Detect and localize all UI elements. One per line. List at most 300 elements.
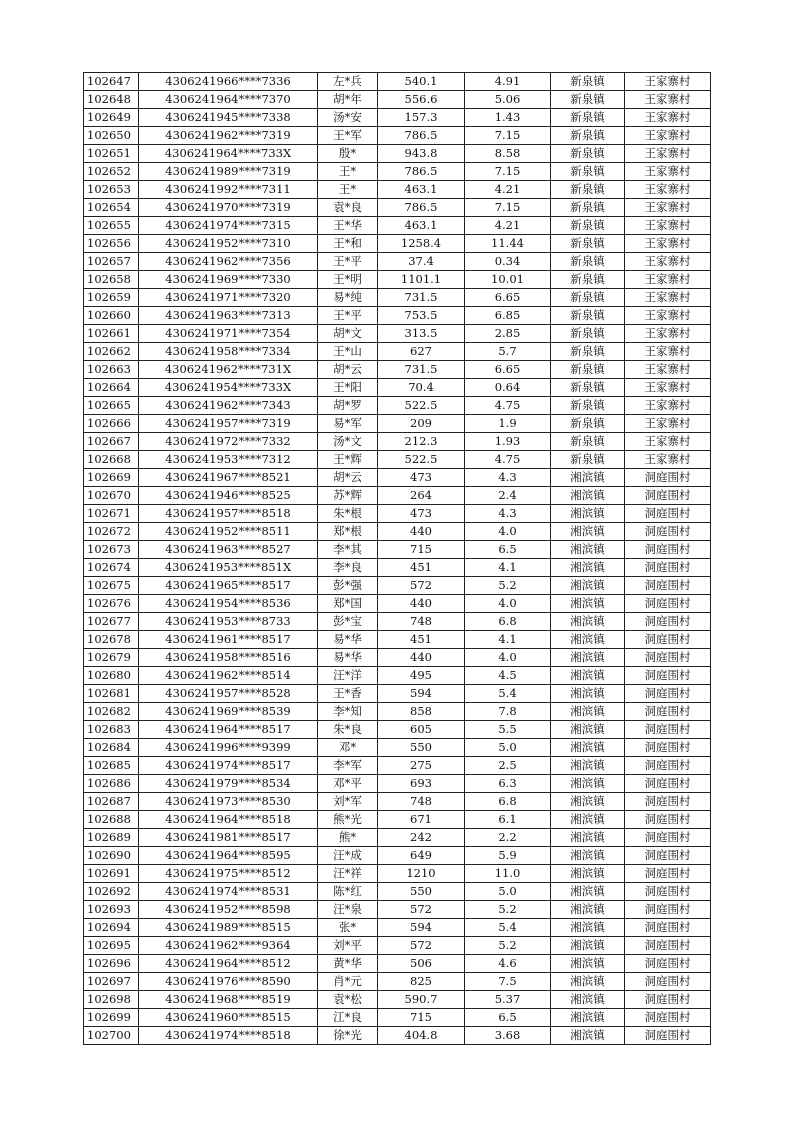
value-cell: 4.0 — [465, 523, 551, 541]
value-cell: 4.75 — [465, 397, 551, 415]
village-cell: 王家寨村 — [625, 451, 711, 469]
table-row — [84, 145, 711, 163]
value-cell: 2.2 — [465, 829, 551, 847]
value-cell: 4.0 — [465, 649, 551, 667]
value-cell: 5.2 — [465, 937, 551, 955]
town-cell: 新泉镇 — [551, 235, 625, 253]
record-number-cell: 102651 — [84, 145, 139, 163]
table-row — [84, 1009, 711, 1027]
town-cell: 湘滨镇 — [551, 829, 625, 847]
record-number-cell: 102666 — [84, 415, 139, 433]
id-number-cell: 4306241958****7334 — [139, 343, 318, 361]
value-cell: 4.1 — [465, 631, 551, 649]
area-cell: 715 — [378, 1009, 465, 1027]
name-cell: 彭*宝 — [318, 613, 378, 631]
name-cell: 胡*文 — [318, 325, 378, 343]
record-number-cell: 102696 — [84, 955, 139, 973]
id-number-cell: 4306241961****8517 — [139, 631, 318, 649]
value-cell: 2.5 — [465, 757, 551, 775]
value-cell: 6.65 — [465, 361, 551, 379]
area-cell: 671 — [378, 811, 465, 829]
name-cell: 王*和 — [318, 235, 378, 253]
village-cell: 洞庭围村 — [625, 991, 711, 1009]
id-number-cell: 4306241973****8530 — [139, 793, 318, 811]
value-cell: 8.58 — [465, 145, 551, 163]
record-number-cell: 102675 — [84, 577, 139, 595]
area-cell: 594 — [378, 685, 465, 703]
record-number-cell: 102678 — [84, 631, 139, 649]
table-row — [84, 73, 711, 91]
name-cell: 王* — [318, 163, 378, 181]
id-number-cell: 4306241974****8531 — [139, 883, 318, 901]
record-number-cell: 102654 — [84, 199, 139, 217]
id-number-cell: 4306241966****7336 — [139, 73, 318, 91]
table-row — [84, 775, 711, 793]
town-cell: 湘滨镇 — [551, 1027, 625, 1045]
record-number-cell: 102671 — [84, 505, 139, 523]
table-row — [84, 253, 711, 271]
record-number-cell: 102674 — [84, 559, 139, 577]
value-cell: 6.5 — [465, 541, 551, 559]
village-cell: 洞庭围村 — [625, 865, 711, 883]
village-cell: 洞庭围村 — [625, 829, 711, 847]
table-row — [84, 847, 711, 865]
village-cell: 王家寨村 — [625, 73, 711, 91]
record-number-cell: 102687 — [84, 793, 139, 811]
record-number-cell: 102693 — [84, 901, 139, 919]
table-row — [84, 271, 711, 289]
id-number-cell: 4306241969****7330 — [139, 271, 318, 289]
name-cell: 李*其 — [318, 541, 378, 559]
name-cell: 胡*罗 — [318, 397, 378, 415]
record-number-cell: 102682 — [84, 703, 139, 721]
id-number-cell: 4306241960****8515 — [139, 1009, 318, 1027]
name-cell: 王*辉 — [318, 451, 378, 469]
record-number-cell: 102663 — [84, 361, 139, 379]
village-cell: 洞庭围村 — [625, 901, 711, 919]
village-cell: 洞庭围村 — [625, 487, 711, 505]
value-cell: 6.85 — [465, 307, 551, 325]
village-cell: 王家寨村 — [625, 325, 711, 343]
name-cell: 易*纯 — [318, 289, 378, 307]
area-cell: 715 — [378, 541, 465, 559]
id-number-cell: 4306241957****8518 — [139, 505, 318, 523]
data-table — [83, 72, 711, 1045]
record-number-cell: 102689 — [84, 829, 139, 847]
record-number-cell: 102679 — [84, 649, 139, 667]
area-cell: 943.8 — [378, 145, 465, 163]
id-number-cell: 4306241976****8590 — [139, 973, 318, 991]
village-cell: 王家寨村 — [625, 235, 711, 253]
record-number-cell: 102668 — [84, 451, 139, 469]
area-cell: 1210 — [378, 865, 465, 883]
value-cell: 11.44 — [465, 235, 551, 253]
id-number-cell: 4306241957****8528 — [139, 685, 318, 703]
table-row — [84, 415, 711, 433]
town-cell: 湘滨镇 — [551, 865, 625, 883]
name-cell: 张* — [318, 919, 378, 937]
id-number-cell: 4306241953****851X — [139, 559, 318, 577]
value-cell: 3.68 — [465, 1027, 551, 1045]
town-cell: 湘滨镇 — [551, 595, 625, 613]
village-cell: 洞庭围村 — [625, 955, 711, 973]
id-number-cell: 4306241962****7319 — [139, 127, 318, 145]
name-cell: 易*军 — [318, 415, 378, 433]
value-cell: 4.6 — [465, 955, 551, 973]
value-cell: 1.43 — [465, 109, 551, 127]
name-cell: 熊*光 — [318, 811, 378, 829]
id-number-cell: 4306241970****7319 — [139, 199, 318, 217]
area-cell: 858 — [378, 703, 465, 721]
town-cell: 新泉镇 — [551, 181, 625, 199]
name-cell: 李*良 — [318, 559, 378, 577]
id-number-cell: 4306241958****8516 — [139, 649, 318, 667]
town-cell: 湘滨镇 — [551, 793, 625, 811]
name-cell: 袁*松 — [318, 991, 378, 1009]
area-cell: 731.5 — [378, 289, 465, 307]
area-cell: 1101.1 — [378, 271, 465, 289]
name-cell: 殷* — [318, 145, 378, 163]
value-cell: 5.2 — [465, 577, 551, 595]
village-cell: 洞庭围村 — [625, 757, 711, 775]
value-cell: 6.5 — [465, 1009, 551, 1027]
record-number-cell: 102690 — [84, 847, 139, 865]
value-cell: 10.01 — [465, 271, 551, 289]
town-cell: 湘滨镇 — [551, 775, 625, 793]
village-cell: 王家寨村 — [625, 109, 711, 127]
table-row — [84, 937, 711, 955]
town-cell: 新泉镇 — [551, 451, 625, 469]
record-number-cell: 102692 — [84, 883, 139, 901]
town-cell: 湘滨镇 — [551, 1009, 625, 1027]
table-row — [84, 325, 711, 343]
value-cell: 1.9 — [465, 415, 551, 433]
table-row — [84, 577, 711, 595]
town-cell: 新泉镇 — [551, 217, 625, 235]
name-cell: 熊* — [318, 829, 378, 847]
id-number-cell: 4306241989****7319 — [139, 163, 318, 181]
area-cell: 590.7 — [378, 991, 465, 1009]
town-cell: 新泉镇 — [551, 289, 625, 307]
value-cell: 5.9 — [465, 847, 551, 865]
record-number-cell: 102650 — [84, 127, 139, 145]
name-cell: 汪*成 — [318, 847, 378, 865]
name-cell: 汪*祥 — [318, 865, 378, 883]
area-cell: 786.5 — [378, 163, 465, 181]
value-cell: 4.21 — [465, 181, 551, 199]
table-row — [84, 523, 711, 541]
record-number-cell: 102700 — [84, 1027, 139, 1045]
id-number-cell: 4306241974****7315 — [139, 217, 318, 235]
village-cell: 王家寨村 — [625, 271, 711, 289]
id-number-cell: 4306241954****733X — [139, 379, 318, 397]
name-cell: 陈*红 — [318, 883, 378, 901]
record-number-cell: 102684 — [84, 739, 139, 757]
village-cell: 洞庭围村 — [625, 973, 711, 991]
name-cell: 王*军 — [318, 127, 378, 145]
value-cell: 5.5 — [465, 721, 551, 739]
table-row — [84, 703, 711, 721]
name-cell: 徐*光 — [318, 1027, 378, 1045]
area-cell: 451 — [378, 559, 465, 577]
town-cell: 新泉镇 — [551, 415, 625, 433]
name-cell: 邓*平 — [318, 775, 378, 793]
village-cell: 洞庭围村 — [625, 559, 711, 577]
area-cell: 556.6 — [378, 91, 465, 109]
village-cell: 洞庭围村 — [625, 649, 711, 667]
record-number-cell: 102647 — [84, 73, 139, 91]
id-number-cell: 4306241953****8733 — [139, 613, 318, 631]
name-cell: 黄*华 — [318, 955, 378, 973]
town-cell: 新泉镇 — [551, 127, 625, 145]
table-row — [84, 685, 711, 703]
area-cell: 242 — [378, 829, 465, 847]
id-number-cell: 4306241962****731X — [139, 361, 318, 379]
town-cell: 湘滨镇 — [551, 847, 625, 865]
table-row — [84, 955, 711, 973]
value-cell: 4.75 — [465, 451, 551, 469]
table-row — [84, 631, 711, 649]
area-cell: 463.1 — [378, 181, 465, 199]
name-cell: 刘*军 — [318, 793, 378, 811]
table-row — [84, 613, 711, 631]
village-cell: 洞庭围村 — [625, 685, 711, 703]
village-cell: 王家寨村 — [625, 397, 711, 415]
record-number-cell: 102680 — [84, 667, 139, 685]
village-cell: 洞庭围村 — [625, 847, 711, 865]
area-cell: 627 — [378, 343, 465, 361]
area-cell: 594 — [378, 919, 465, 937]
record-number-cell: 102685 — [84, 757, 139, 775]
town-cell: 湘滨镇 — [551, 631, 625, 649]
id-number-cell: 4306241971****7320 — [139, 289, 318, 307]
record-number-cell: 102670 — [84, 487, 139, 505]
name-cell: 彭*强 — [318, 577, 378, 595]
value-cell: 7.8 — [465, 703, 551, 721]
table-row — [84, 919, 711, 937]
id-number-cell: 4306241962****8514 — [139, 667, 318, 685]
area-cell: 748 — [378, 793, 465, 811]
area-cell: 157.3 — [378, 109, 465, 127]
id-number-cell: 4306241975****8512 — [139, 865, 318, 883]
area-cell: 572 — [378, 937, 465, 955]
name-cell: 肖*元 — [318, 973, 378, 991]
town-cell: 湘滨镇 — [551, 721, 625, 739]
value-cell: 7.15 — [465, 199, 551, 217]
town-cell: 新泉镇 — [551, 325, 625, 343]
value-cell: 5.2 — [465, 901, 551, 919]
table-row — [84, 343, 711, 361]
id-number-cell: 4306241974****8517 — [139, 757, 318, 775]
name-cell: 易*华 — [318, 649, 378, 667]
town-cell: 湘滨镇 — [551, 541, 625, 559]
id-number-cell: 4306241963****7313 — [139, 307, 318, 325]
record-number-cell: 102658 — [84, 271, 139, 289]
village-cell: 洞庭围村 — [625, 883, 711, 901]
area-cell: 731.5 — [378, 361, 465, 379]
name-cell: 汪*洋 — [318, 667, 378, 685]
town-cell: 湘滨镇 — [551, 469, 625, 487]
value-cell: 7.15 — [465, 127, 551, 145]
name-cell: 王*平 — [318, 253, 378, 271]
id-number-cell: 4306241989****8515 — [139, 919, 318, 937]
village-cell: 洞庭围村 — [625, 793, 711, 811]
area-cell: 440 — [378, 595, 465, 613]
id-number-cell: 4306241965****8517 — [139, 577, 318, 595]
village-cell: 洞庭围村 — [625, 1027, 711, 1045]
name-cell: 胡*云 — [318, 469, 378, 487]
village-cell: 洞庭围村 — [625, 703, 711, 721]
value-cell: 6.1 — [465, 811, 551, 829]
name-cell: 苏*辉 — [318, 487, 378, 505]
area-cell: 825 — [378, 973, 465, 991]
record-number-cell: 102681 — [84, 685, 139, 703]
village-cell: 洞庭围村 — [625, 721, 711, 739]
area-cell: 572 — [378, 901, 465, 919]
record-number-cell: 102657 — [84, 253, 139, 271]
value-cell: 2.85 — [465, 325, 551, 343]
name-cell: 王*平 — [318, 307, 378, 325]
table-row — [84, 793, 711, 811]
table-row — [84, 433, 711, 451]
value-cell: 5.7 — [465, 343, 551, 361]
value-cell: 0.64 — [465, 379, 551, 397]
area-cell: 313.5 — [378, 325, 465, 343]
record-number-cell: 102652 — [84, 163, 139, 181]
area-cell: 693 — [378, 775, 465, 793]
id-number-cell: 4306241952****8598 — [139, 901, 318, 919]
table-row — [84, 289, 711, 307]
town-cell: 新泉镇 — [551, 109, 625, 127]
table-row — [84, 163, 711, 181]
value-cell: 5.0 — [465, 739, 551, 757]
table-row — [84, 397, 711, 415]
table-row — [84, 505, 711, 523]
id-number-cell: 4306241952****7310 — [139, 235, 318, 253]
record-number-cell: 102662 — [84, 343, 139, 361]
area-cell: 264 — [378, 487, 465, 505]
name-cell: 刘*平 — [318, 937, 378, 955]
table-row — [84, 217, 711, 235]
id-number-cell: 4306241946****8525 — [139, 487, 318, 505]
value-cell: 4.3 — [465, 469, 551, 487]
value-cell: 7.15 — [465, 163, 551, 181]
id-number-cell: 4306241962****7343 — [139, 397, 318, 415]
record-number-cell: 102659 — [84, 289, 139, 307]
name-cell: 胡*年 — [318, 91, 378, 109]
record-number-cell: 102667 — [84, 433, 139, 451]
town-cell: 湘滨镇 — [551, 739, 625, 757]
village-cell: 洞庭围村 — [625, 541, 711, 559]
table-row — [84, 91, 711, 109]
id-number-cell: 4306241969****8539 — [139, 703, 318, 721]
table-row — [84, 541, 711, 559]
village-cell: 洞庭围村 — [625, 469, 711, 487]
table-row — [84, 469, 711, 487]
town-cell: 湘滨镇 — [551, 973, 625, 991]
record-number-cell: 102669 — [84, 469, 139, 487]
area-cell: 209 — [378, 415, 465, 433]
area-cell: 540.1 — [378, 73, 465, 91]
village-cell: 洞庭围村 — [625, 595, 711, 613]
value-cell: 4.3 — [465, 505, 551, 523]
table-row — [84, 883, 711, 901]
value-cell: 0.34 — [465, 253, 551, 271]
id-number-cell: 4306241972****7332 — [139, 433, 318, 451]
area-cell: 649 — [378, 847, 465, 865]
id-number-cell: 4306241964****8517 — [139, 721, 318, 739]
area-cell: 522.5 — [378, 397, 465, 415]
value-cell: 5.4 — [465, 919, 551, 937]
village-cell: 洞庭围村 — [625, 577, 711, 595]
record-number-cell: 102686 — [84, 775, 139, 793]
town-cell: 湘滨镇 — [551, 523, 625, 541]
record-number-cell: 102676 — [84, 595, 139, 613]
name-cell: 朱*良 — [318, 721, 378, 739]
town-cell: 新泉镇 — [551, 91, 625, 109]
table-row — [84, 865, 711, 883]
id-number-cell: 4306241954****8536 — [139, 595, 318, 613]
village-cell: 洞庭围村 — [625, 775, 711, 793]
village-cell: 王家寨村 — [625, 361, 711, 379]
value-cell: 2.4 — [465, 487, 551, 505]
value-cell: 1.93 — [465, 433, 551, 451]
table-row — [84, 109, 711, 127]
village-cell: 王家寨村 — [625, 127, 711, 145]
record-number-cell: 102661 — [84, 325, 139, 343]
town-cell: 湘滨镇 — [551, 487, 625, 505]
town-cell: 湘滨镇 — [551, 901, 625, 919]
name-cell: 王*华 — [318, 217, 378, 235]
id-number-cell: 4306241963****8527 — [139, 541, 318, 559]
village-cell: 王家寨村 — [625, 415, 711, 433]
id-number-cell: 4306241964****7370 — [139, 91, 318, 109]
table-row — [84, 595, 711, 613]
value-cell: 6.65 — [465, 289, 551, 307]
village-cell: 王家寨村 — [625, 343, 711, 361]
village-cell: 王家寨村 — [625, 253, 711, 271]
area-cell: 463.1 — [378, 217, 465, 235]
town-cell: 湘滨镇 — [551, 685, 625, 703]
table-row — [84, 667, 711, 685]
value-cell: 4.91 — [465, 73, 551, 91]
area-cell: 753.5 — [378, 307, 465, 325]
record-number-cell: 102665 — [84, 397, 139, 415]
town-cell: 新泉镇 — [551, 379, 625, 397]
town-cell: 湘滨镇 — [551, 937, 625, 955]
town-cell: 新泉镇 — [551, 145, 625, 163]
area-cell: 786.5 — [378, 199, 465, 217]
id-number-cell: 4306241957****7319 — [139, 415, 318, 433]
area-cell: 1258.4 — [378, 235, 465, 253]
table-row — [84, 451, 711, 469]
village-cell: 洞庭围村 — [625, 523, 711, 541]
name-cell: 郑*国 — [318, 595, 378, 613]
town-cell: 新泉镇 — [551, 361, 625, 379]
town-cell: 湘滨镇 — [551, 667, 625, 685]
area-cell: 572 — [378, 577, 465, 595]
name-cell: 朱*根 — [318, 505, 378, 523]
town-cell: 湘滨镇 — [551, 991, 625, 1009]
value-cell: 5.4 — [465, 685, 551, 703]
id-number-cell: 4306241974****8518 — [139, 1027, 318, 1045]
town-cell: 新泉镇 — [551, 163, 625, 181]
village-cell: 王家寨村 — [625, 163, 711, 181]
area-cell: 550 — [378, 883, 465, 901]
id-number-cell: 4306241992****7311 — [139, 181, 318, 199]
record-number-cell: 102683 — [84, 721, 139, 739]
town-cell: 新泉镇 — [551, 397, 625, 415]
